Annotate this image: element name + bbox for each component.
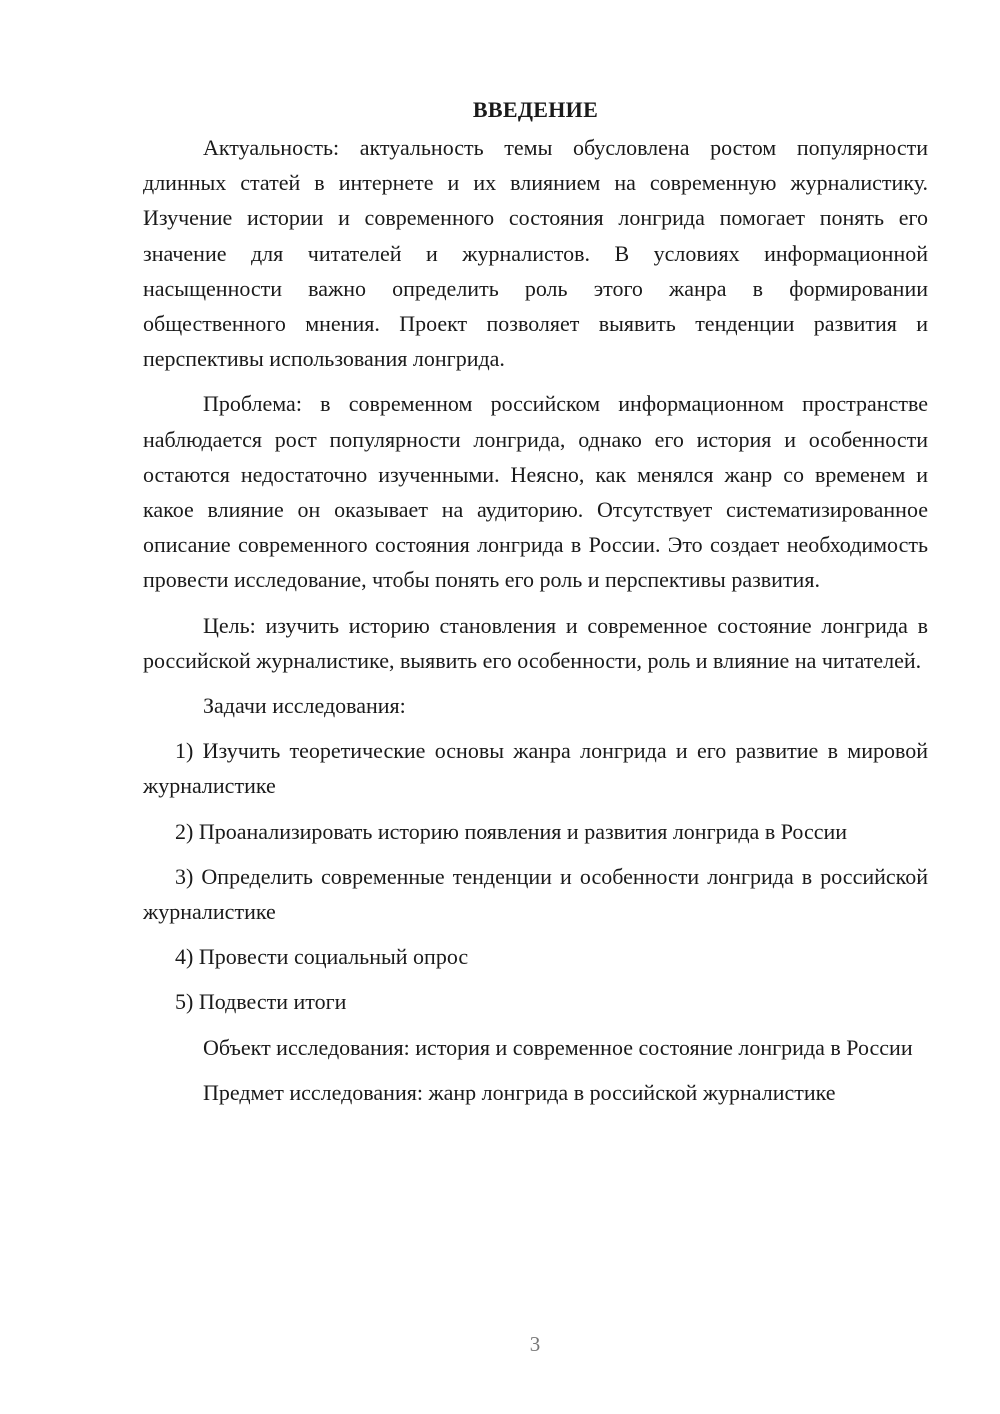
relevance-paragraph: Актуальность: актуальность темы обусловлена ростом популярности длинных статей в интернете и их влиянием на современную журналистику. Изучение истории и современного состояния лонгрида помогает понять его значение для читателей и журналистов. В условиях информационной насыщенности важно определить роль этого жанра в формировании общественного мнения. Проект позволяет выявить тенденции развития и перспективы использования лонгрида.: [143, 135, 928, 372]
task-item-3: 3) Определить современные тенденции и особенности лонгрида в российской журналистике: [143, 863, 928, 925]
page-number: 3: [529, 1332, 541, 1356]
section-title: ВВЕДЕНИЕ: [472, 97, 599, 122]
subject-paragraph: Предмет исследования: жанр лонгрида в российской журналистике: [203, 1079, 836, 1105]
document-page: [143, 92, 928, 1110]
problem-paragraph: Проблема: в современном российском информационном пространстве наблюдается рост популярности лонгрида, однако его история и особенности остаются недостаточно изученными. Неясно, как менялся жанр со временем и какое влияние он оказывает на аудиторию. Отсутствует систематизированное описание современного состояния лонгрида в России. Это создает необходимость провести исследование, чтобы понять его роль и перспективы развития.: [143, 391, 928, 593]
object-paragraph: Объект исследования: история и современное состояние лонгрида в России: [203, 1034, 913, 1060]
task-item-2: 2) Проанализировать историю появления и развития лонгрида в России: [175, 818, 848, 844]
task-item-4: 4) Провести социальный опрос: [175, 944, 469, 970]
task-item-1: 1) Изучить теоретические основы жанра лонгрида и его развитие в мировой журналистике: [143, 738, 928, 799]
tasks-heading: Задачи исследования:: [203, 693, 406, 719]
goal-paragraph: Цель: изучить историю становления и современное состояние лонгрида в российской журналистике, выявить его особенности, роль и влияние на читателей.: [143, 612, 928, 673]
task-item-5: 5) Подвести итоги: [175, 989, 347, 1015]
